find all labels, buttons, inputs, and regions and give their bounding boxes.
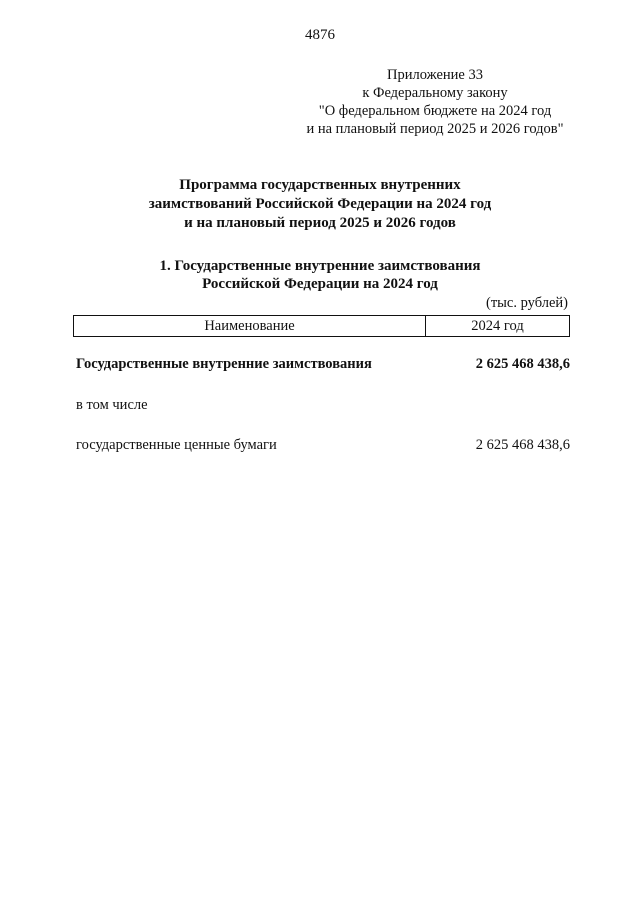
appendix-line: и на плановый период 2025 и 2026 годов": [306, 121, 564, 137]
appendix-line: Приложение 33: [387, 67, 483, 83]
page-number: 4876: [305, 27, 335, 43]
appendix-reference: [270, 66, 600, 138]
table-row-total: [76, 356, 570, 373]
row-name: в том числе: [76, 397, 148, 413]
appendix-line: к Федеральному закону: [362, 85, 508, 101]
table-header: [73, 315, 570, 337]
title-line: Программа государственных внутренних: [179, 177, 461, 193]
title-line: заимствований Российской Федерации на 2024 год: [148, 196, 492, 212]
row-name: Государственные внутренние заимствования: [76, 356, 372, 372]
column-header-name: Наименование: [74, 316, 426, 336]
units-label: (тыс. рублей): [486, 295, 568, 311]
table-row-including: [76, 397, 570, 414]
section-title: [100, 257, 540, 293]
column-header-year: 2024 год: [471, 318, 524, 334]
document-title: [100, 176, 540, 233]
table-row-securities: [76, 437, 570, 454]
appendix-line: "О федеральном бюджете на 2024 год: [318, 103, 552, 119]
row-value: 2 625 468 438,6: [475, 437, 570, 453]
title-line: и на плановый период 2025 и 2026 годов: [184, 215, 456, 231]
section-title-line: 1. Государственные внутренние заимствования: [159, 258, 481, 274]
row-name: государственные ценные бумаги: [76, 437, 277, 453]
row-value: 2 625 468 438,6: [475, 356, 570, 372]
section-title-line: Российской Федерации на 2024 год: [202, 276, 438, 292]
